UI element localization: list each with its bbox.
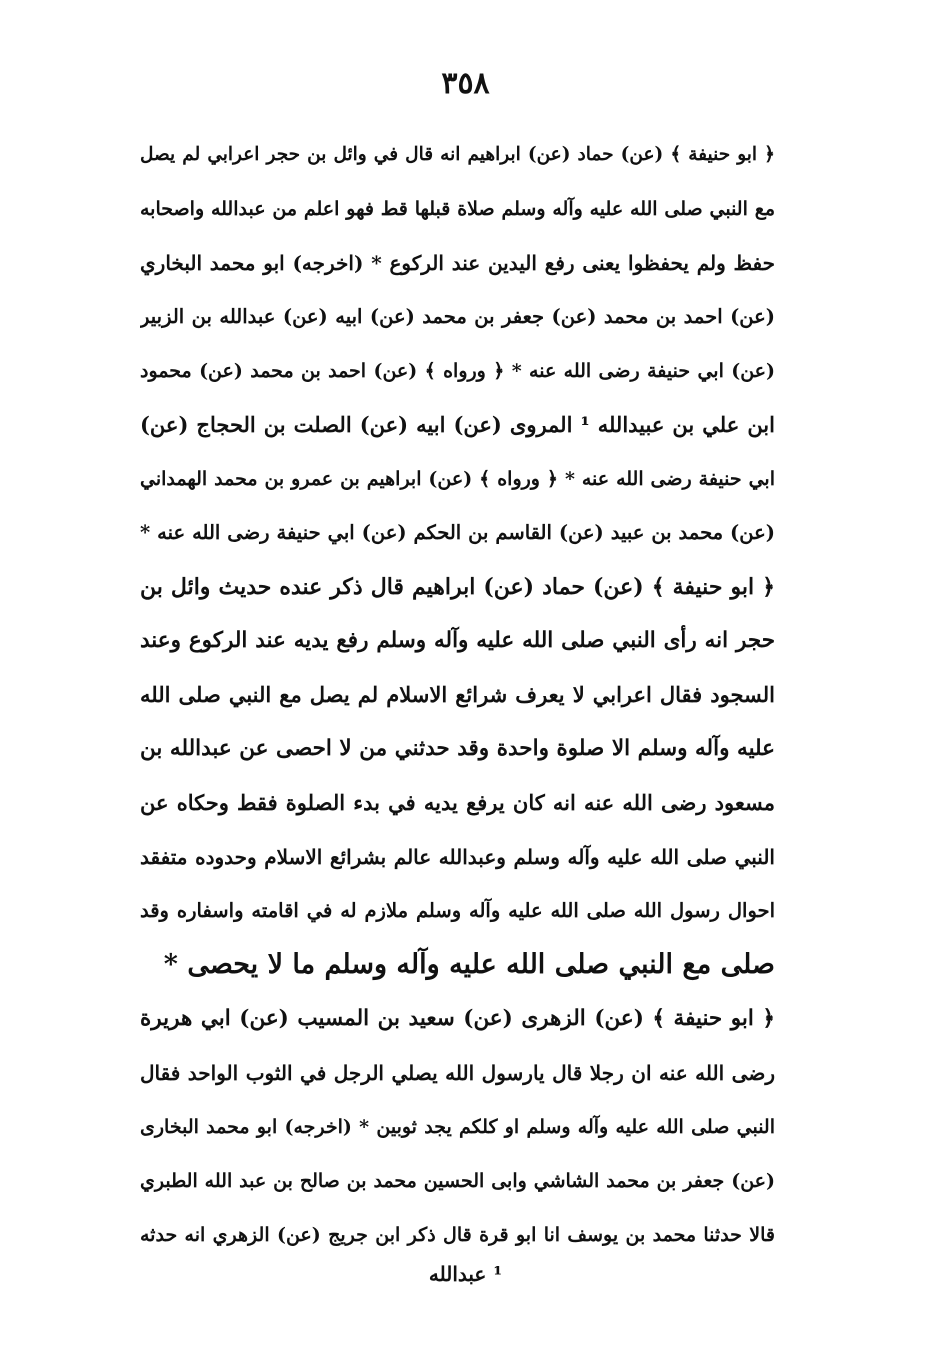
text-line: مسعود رضى الله عنه انه كان يرفع يديه في بدء الصلوة فقط وحكاه عن — [140, 790, 775, 815]
page-number: ٣٥٨ — [441, 66, 490, 101]
text-line: ابن علي بن عبيدالله ¹ المروى (عن) ابيه (عن) الصلت بن الحجاج (عن) — [140, 412, 775, 437]
text-line: ﴿ ابو حنيفة ﴾ (عن) الزهرى (عن) سعيد بن المسيب (عن) ابي هريرة — [140, 1006, 775, 1031]
text-line: النبي صلى الله عليه وآله وسلم وعبدالله عالم بشرائع الاسلام وحدوده متفقد — [140, 845, 775, 869]
text-line: (عن) محمد بن عبيد (عن) القاسم بن الحكم (عن) ابي حنيفة رضى الله عنه * — [140, 521, 775, 544]
text-line: ﴿ ابو حنيفة ﴾ (عن) حماد (عن) ابراهيم انه قال في وائل بن حجر اعرابي لم يصل — [140, 144, 775, 165]
text-line: عليه وآله وسلم الا صلوة واحدة وقد حدثني من لا احصى عن عبدالله بن — [140, 736, 775, 761]
text-line: ابي حنيفة رضى الله عنه * ﴿ ورواه ﴾ (عن) ابراهيم بن عمرو بن محمد الهمداني — [140, 468, 775, 490]
main-text — [140, 128, 775, 1262]
text-line: قالا حدثنا محمد بن يوسف انا ابو قرة قال ذكر ابن جريج (عن) الزهري انه حدثه — [140, 1224, 775, 1246]
text-line: احوال رسول الله صلى الله عليه وآله وسلم ملازم له في اقامته واسفاره وقد — [140, 899, 775, 922]
text-line: حجر انه رأى النبي صلى الله عليه وآله وسلم رفع يديه عند الركوع وعند — [140, 628, 775, 653]
text-line: (عن) احمد بن محمد (عن) جعفر بن محمد (عن) ابيه (عن) عبدالله بن الزبير — [140, 305, 775, 328]
text-line: (عن) ابي حنيفة رضى الله عنه * ﴿ ورواه ﴾ (عن) احمد بن محمد (عن) محمود — [140, 360, 775, 382]
text-line: رضى الله عنه ان رجلا قال يارسول الله يصلي الرجل في الثوب الواحد فقال — [140, 1061, 775, 1085]
text-line: حفظ ولم يحفظوا يعنى رفع اليدين عند الركوع * (اخرجه) ابو محمد البخاري — [140, 251, 775, 275]
text-line: السجود فقال اعرابي لا يعرف شرائع الاسلام لم يصل مع النبي صلى الله — [140, 682, 775, 707]
text-line: مع النبي صلى الله عليه وآله وسلم صلاة قبلها قط فهو اعلم من عبدالله واصحابه — [140, 198, 775, 220]
text-line: ﴿ ابو حنيفة ﴾ (عن) حماد (عن) ابراهيم قال ذكر عنده حديث وائل بن — [140, 574, 775, 600]
text-line: صلى مع النبي صلى الله عليه وآله وسلم ما لا يحصى * — [163, 949, 775, 980]
footnote: ¹ عبدالله — [428, 1262, 503, 1286]
text-line: (عن) جعفر بن محمد الشاشي وابى الحسين محمد بن صالح بن عبد الله الطبري — [140, 1170, 775, 1192]
text-line: النبي صلى الله عليه وآله وسلم او كلكم يجد ثوبين * (اخرجه) ابو محمد البخارى — [140, 1116, 775, 1138]
